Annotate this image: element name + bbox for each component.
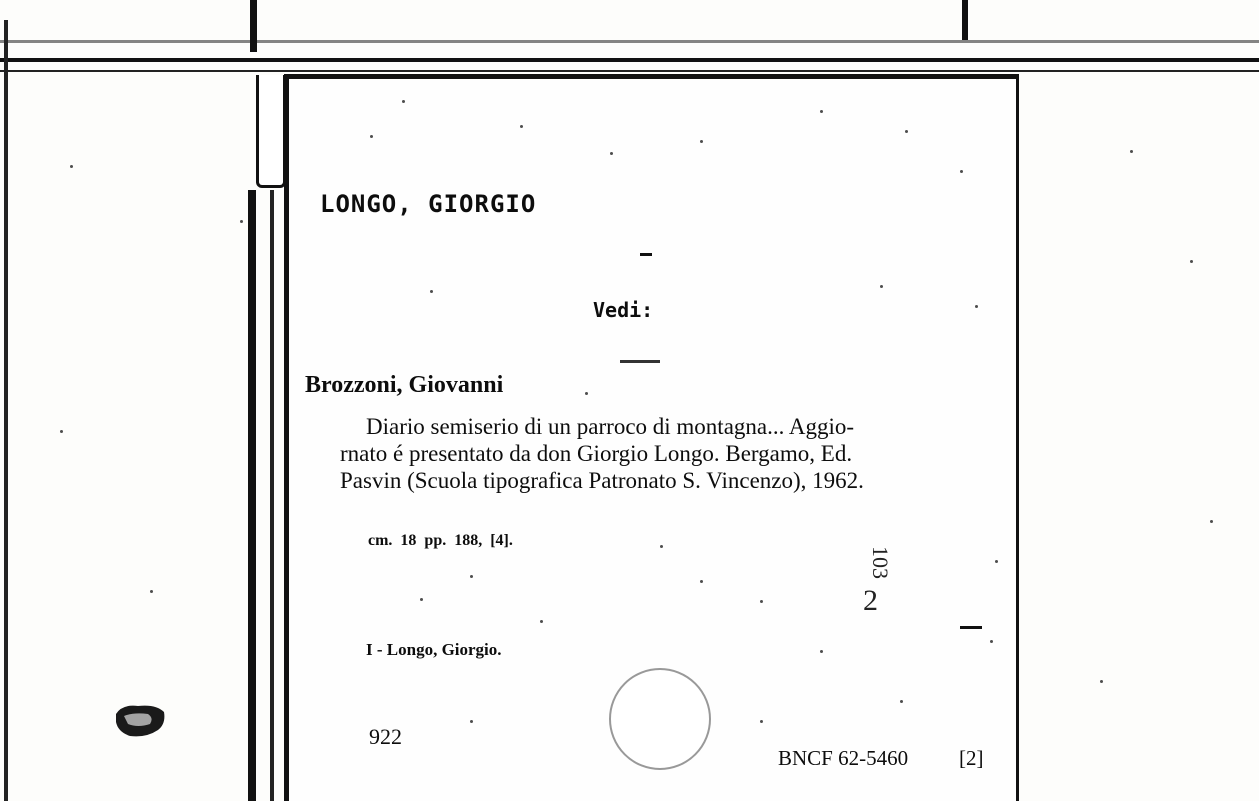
stamp-mark xyxy=(855,540,899,625)
ink-smudge-icon xyxy=(112,700,168,740)
stamp-glyph-icon xyxy=(855,540,899,620)
binding-tab xyxy=(256,75,286,188)
card-heading: LONGO, GIORGIO xyxy=(320,190,537,218)
divider-dash xyxy=(960,626,982,629)
punch-hole xyxy=(609,668,711,770)
classmark: 922 xyxy=(369,724,402,749)
collation: cm. 18 pp. 188, [4]. xyxy=(368,532,513,549)
vertical-rule-right xyxy=(962,0,968,40)
top-border xyxy=(0,58,1259,72)
divider-dash xyxy=(620,360,660,363)
binding-edge-inner xyxy=(270,190,274,801)
svg-text:2: 2 xyxy=(863,584,878,617)
left-page-edge xyxy=(4,20,8,801)
description-line-1: Diario semiserio di un parroco di montagna... Aggio- xyxy=(366,414,855,439)
see-reference-label: Vedi: xyxy=(593,298,654,322)
tracing-entry: I - Longo, Giorgio. xyxy=(366,640,502,659)
description-line-3: Pasvin (Scuola tipografica Patronato S. Vincenzo), 1962. xyxy=(340,468,864,493)
author-entry: Brozzoni, Giovanni xyxy=(305,372,504,398)
top-rule xyxy=(0,40,1259,43)
binding-edge xyxy=(248,190,256,801)
vertical-rule-left xyxy=(250,0,257,52)
bncf-number: BNCF 62-5460 xyxy=(778,746,909,770)
divider-dash xyxy=(640,253,652,256)
description-line-2: rnato é presentato da don Giorgio Longo. Bergamo, Ed. xyxy=(340,441,853,466)
card-count: [2] xyxy=(959,746,984,770)
svg-text:103: 103 xyxy=(868,546,893,579)
